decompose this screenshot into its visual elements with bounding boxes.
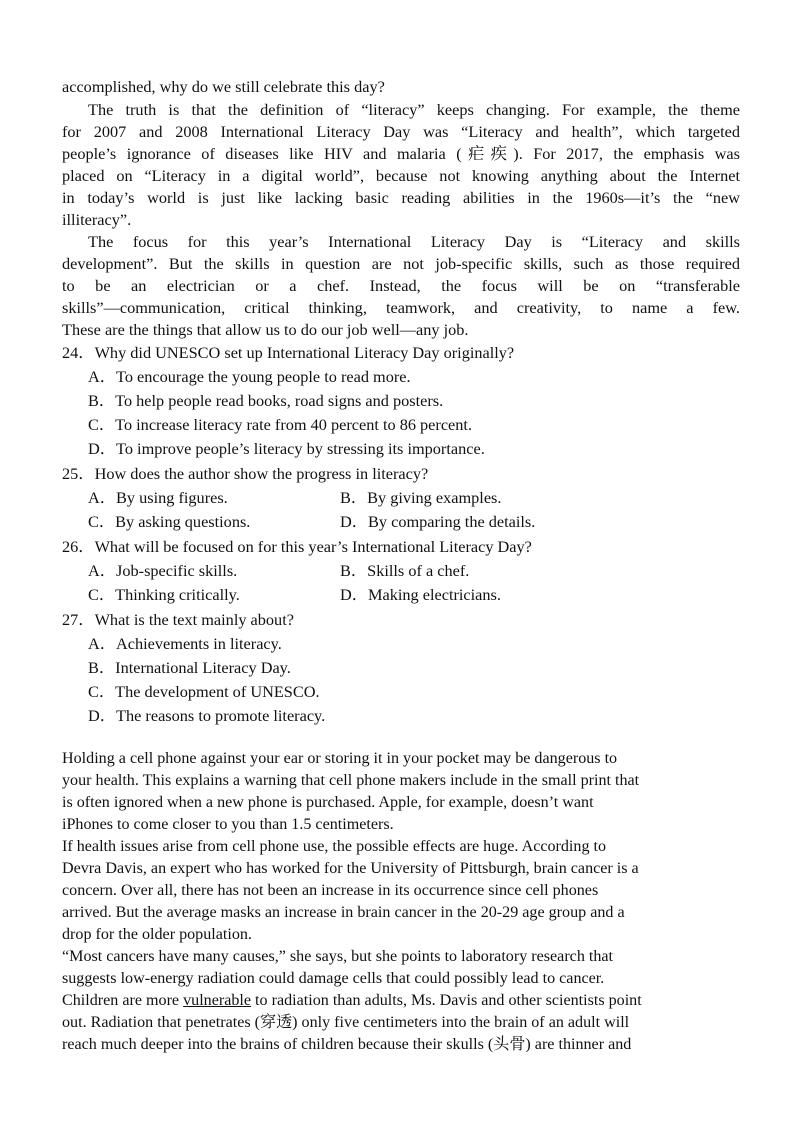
passage2-line: out. Radiation that penetrates (穿透) only five centimeters into the brain of an adult will: [62, 1014, 630, 1031]
passage2-line: Holding a cell phone against your ear or storing it in your pocket may be dangerous to: [62, 750, 618, 767]
question-25-option-c[interactable]: C．By asking questions.: [88, 512, 251, 531]
passage1-intro-line: accomplished, why do we still celebrate this day?: [62, 77, 385, 96]
passage1-para1-line: for 2007 and 2008 International Literacy Day was “Literacy and health”, which targeted: [62, 122, 740, 141]
passage1-para1-line: The truth is that the definition of “literacy” keeps changing. For example, the theme: [88, 100, 740, 119]
passage2-line: suggests low-energy radiation could damage cells that could possibly lead to cancer.: [62, 970, 605, 987]
passage1-para2-line: development”. But the skills in question are not job-specific skills, such as those required: [62, 254, 740, 273]
passage1-para2-line: These are the things that allow us to do our job well—any job.: [62, 320, 469, 339]
passage2-line: If health issues arise from cell phone use, the possible effects are huge. According to: [62, 838, 607, 855]
passage2-line: iPhones to come closer to you than 1.5 centimeters.: [62, 816, 394, 833]
question-27-stem: 27．What is the text mainly about?: [62, 610, 294, 629]
passage2-line: concern. Over all, there has not been an increase in its occurrence since cell phones: [62, 882, 599, 899]
passage2-text-segment: to radiation than adults, Ms. Davis and other scientists point: [251, 992, 642, 1009]
question-26-option-a[interactable]: A．Job-specific skills.: [88, 561, 238, 580]
question-26-option-b[interactable]: B．Skills of a chef.: [340, 561, 470, 580]
passage2-line: “Most cancers have many causes,” she says, but she points to laboratory research that: [62, 948, 614, 965]
passage1-para1-line: in today’s world is just like lacking basic reading abilities in the 1960s—it’s the “new: [62, 188, 740, 207]
question-25-option-b[interactable]: B．By giving examples.: [340, 488, 502, 507]
passage1-para2-line: The focus for this year’s International Literacy Day is “Literacy and skills: [88, 232, 740, 251]
passage2-line: your health. This explains a warning that cell phone makers include in the small print that: [62, 772, 640, 789]
passage1-para1-line: illiteracy”.: [62, 210, 132, 229]
question-24-option-a[interactable]: A．To encourage the young people to read more.: [88, 367, 411, 386]
question-24-option-b[interactable]: B．To help people read books, road signs and posters.: [88, 391, 444, 410]
question-27-option-a[interactable]: A．Achievements in literacy.: [88, 634, 282, 653]
question-26-option-c[interactable]: C．Thinking critically.: [88, 585, 240, 604]
question-24-option-d[interactable]: D．To improve people’s literacy by stressing its importance.: [88, 439, 485, 458]
question-27-option-c[interactable]: C．The development of UNESCO.: [88, 682, 320, 701]
question-27-option-d[interactable]: D．The reasons to promote literacy.: [88, 706, 326, 725]
question-25-option-a[interactable]: A．By using figures.: [88, 488, 228, 507]
underlined-word-vulnerable: vulnerable: [183, 992, 252, 1009]
question-25-option-d[interactable]: D．By comparing the details.: [340, 512, 536, 531]
question-24-option-c[interactable]: C．To increase literacy rate from 40 percent to 86 percent.: [88, 415, 473, 434]
passage2-line: arrived. But the average masks an increase in brain cancer in the 20-29 age group and a: [62, 904, 625, 921]
passage1-para1-line: people’s ignorance of diseases like HIV and malaria (疟疾). For 2017, the emphasis was: [62, 144, 740, 163]
question-24-stem: 24．Why did UNESCO set up International Literacy Day originally?: [62, 343, 515, 362]
passage1-para2-line: skills”—communication, critical thinking, teamwork, and creativity, to name a few.: [62, 298, 740, 317]
question-25-stem: 25．How does the author show the progress in literacy?: [62, 464, 429, 483]
question-27-option-b[interactable]: B．International Literacy Day.: [88, 658, 291, 677]
question-26-option-d[interactable]: D．Making electricians.: [340, 585, 501, 604]
question-26-stem: 26．What will be focused on for this year’s International Literacy Day?: [62, 537, 532, 556]
passage2-text-segment: Children are more: [62, 992, 184, 1009]
passage1-para1-line: placed on “Literacy in a digital world”, because not knowing anything about the Internet: [62, 166, 740, 185]
passage2-line: reach much deeper into the brains of children because their skulls (头骨) are thinner and: [62, 1036, 632, 1053]
passage2-line: Devra Davis, an expert who has worked for the University of Pittsburgh, brain cancer is a: [62, 860, 639, 877]
passage1-para2-line: to be an electrician or a chef. Instead, the focus will be on “transferable: [62, 276, 740, 295]
passage2-line: drop for the older population.: [62, 926, 252, 943]
passage2-vulnerable-line: [62, 990, 642, 1012]
passage2-line: is often ignored when a new phone is purchased. Apple, for example, doesn’t want: [62, 794, 594, 811]
